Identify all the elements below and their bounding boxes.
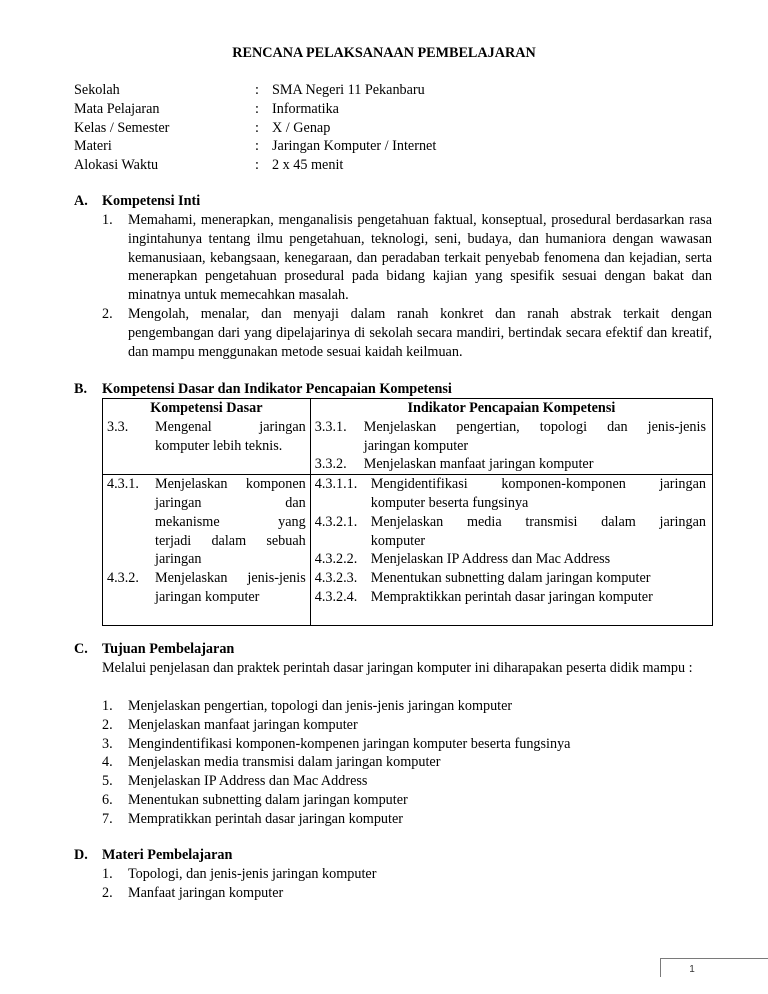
item-text [371,513,706,551]
section-title: Kompetensi Dasar dan Indikator Pencapaian Kompetensi [102,381,452,397]
item-text-line: Menjelaskan media transmisi dalam jaringan [370,513,706,530]
item-number: 1. [102,212,113,228]
item-number: 7. [102,810,113,827]
indicator-item [315,569,706,588]
item-text: Mengindentifikasi komponen-kompenen jaringan komputer beserta fungsinya [128,735,571,752]
list-item [102,211,712,305]
indicator-item [315,550,706,569]
list-item [102,753,712,772]
list-item [102,884,712,903]
info-row-school [74,81,436,100]
section-title: Materi Pembelajaran [102,847,233,863]
item-text [371,475,706,513]
item-number: 1. [102,866,113,882]
item-number: 4.3.2.3. [314,570,358,587]
item-number: 4.3.1.1. [314,476,358,493]
page-number: 1 [689,964,695,975]
item-text: Manfaat jaringan komputer [128,884,284,901]
list-item [102,735,712,754]
table-header-row [103,399,713,418]
info-colon: : [255,82,259,98]
item-number: 4.3.2.1. [314,513,358,530]
info-colon: : [255,119,259,136]
table-header-indicator: Indikator Pencapaian Kompetensi [310,399,712,418]
item-text-line: terjadi dalam sebuah [155,532,306,549]
item-text-line: komputer [370,532,426,549]
table-cell-indicator [310,475,712,626]
item-text: Topologi, dan jenis-jenis jaringan komputer [128,866,377,882]
item-number: 6. [102,791,113,808]
item-text-line: jaringan dan [155,494,306,511]
item-number: 2. [102,305,113,322]
item-text [155,475,306,569]
item-text: Menjelaskan IP Address dan Mac Address [128,773,368,790]
learning-goals-list [102,697,712,829]
info-colon: : [255,157,259,174]
item-number: 2. [102,716,113,733]
section-letter: D. [74,847,88,863]
item-text-line: komputer lebih teknis. [155,437,283,454]
section-letter: B. [74,381,88,397]
item-text [364,455,706,474]
competency-item [107,475,306,569]
item-text: Mempratikkan perintah dasar jaringan komputer [128,810,403,827]
info-colon: : [255,138,259,155]
info-label: Alokasi Waktu [74,157,159,174]
item-text: Menentukan subnetting dalam jaringan komputer [128,791,408,808]
table-cell-indicator [310,418,712,475]
item-text [371,569,706,588]
table-cell-basic-competency [103,418,311,475]
indicator-item [315,588,706,607]
item-number: 1. [102,698,113,714]
item-number: 4.3.2. [107,570,139,587]
info-row-material [74,137,436,156]
list-item [102,305,712,361]
item-text [364,418,706,456]
section-title: Kompetensi Inti [102,193,201,209]
indicator-item [315,513,706,551]
core-competency-list [102,211,712,361]
section-letter: A. [74,193,88,209]
item-text-line: komputer beserta fungsinya [370,494,529,511]
info-colon: : [255,100,259,117]
item-text: Menjelaskan media transmisi dalam jaringan komputer [128,754,441,771]
item-text-line: Mengidentifikasi komponen-komponen jaringan [370,476,706,493]
indicator-item [315,455,706,474]
item-text [371,588,706,607]
item-number: 2. [102,884,113,901]
indicator-item [315,418,706,456]
item-text: Mengolah, menalar, dan menyaji dalam ranah konkret dan ranah abstrak terkait dengan pengembangan dari yang dipelajarinya di sekolah secara mandiri, bertindak secara efektif dan kreatif, dan mampu menggunakan metode sesuai kaidah keilmuan. [128,305,712,360]
item-text-line: Menjelaskan manfaat jaringan komputer [363,456,594,473]
section-a-heading [74,192,200,211]
table-cell-basic-competency [103,475,311,626]
info-value: 2 x 45 menit [272,157,344,174]
item-text: Memahami, menerapkan, menganalisis pengetahuan faktual, konseptual, prosedural berdasarkan rasa ingintahunya tentang ilmu pengetahuan, teknologi, seni, budaya, dan humaniora dengan wawasan kemanusiaan, kebangsaan, kenegaraan, dan peradaban terkait penyebab fenomena dan kejadian, serta menerapkan pengetahuan prosedural pada bidang kajian yang spesifik sesuai dengan bakat dan minatnya untuk memecahkan masalah. [128,212,712,304]
item-text-line: mekanisme yang [155,513,306,530]
table-header-basic-competency: Kompetensi Dasar [103,399,311,418]
document-title: RENCANA PELAKSANAAN PEMBELAJARAN [232,45,536,61]
item-text-line: Menjelaskan IP Address dan Mac Address [370,551,611,568]
section-title: Tujuan Pembelajaran [102,641,235,657]
info-row-subject [74,100,436,119]
document-info [74,81,436,175]
info-label: Sekolah [74,82,120,98]
info-label: Kelas / Semester [74,119,170,136]
learning-material-list [102,865,712,903]
item-number: 3.3. [107,418,129,435]
section-b-heading [74,380,452,399]
section-d-heading [74,846,232,865]
info-label: Materi [74,138,112,155]
list-item [102,810,712,829]
table-row [103,418,713,475]
info-value: Jaringan Komputer / Internet [272,138,437,155]
info-value: Informatika [272,100,339,117]
section-c-heading [74,640,234,659]
list-item [102,865,712,884]
item-text [155,418,306,456]
info-label: Mata Pelajaran [74,100,160,117]
info-value: SMA Negeri 11 Pekanbaru [272,82,425,98]
item-number: 4.3.2.4. [314,588,358,605]
table-row [103,475,713,626]
item-text [371,550,706,569]
list-item [102,697,712,716]
item-number: 3.3.2. [314,456,347,473]
info-row-class [74,119,436,138]
item-text: Menjelaskan manfaat jaringan komputer [128,716,358,733]
item-text-line: Menjelaskan komponen [155,476,306,493]
list-item [102,791,712,810]
competency-item [107,418,306,456]
footer-divider [724,958,768,959]
item-text: Menjelaskan pengertian, topologi dan jenis-jenis jaringan komputer [128,698,513,714]
item-number: 3. [102,735,113,752]
item-text-line: jaringan [155,551,202,568]
list-item [102,772,712,791]
list-item [102,716,712,735]
item-number: 4.3.2.2. [314,551,358,568]
item-text-line: Mempraktikkan perintah dasar jaringan komputer [370,588,653,605]
item-number: 5. [102,773,113,790]
item-text [155,569,306,607]
item-text-line: jaringan komputer [363,437,469,454]
info-value: X / Genap [272,119,331,136]
competency-item [107,569,306,607]
item-text-line: Menentukan subnetting dalam jaringan komputer [370,570,651,587]
item-text-line: jaringan komputer [155,588,260,605]
competency-table [102,398,713,626]
item-text-line: Mengenal jaringan [155,418,306,435]
item-number: 4. [102,754,113,771]
item-number: 4.3.1. [107,476,139,493]
item-text-line: Menjelaskan pengertian, topologi dan jenis-jenis [363,418,706,435]
item-number: 3.3.1. [314,418,347,435]
item-text-line: Menjelaskan jenis-jenis [155,570,306,587]
indicator-item [315,475,706,513]
info-row-time [74,156,436,175]
learning-goals-intro: Melalui penjelasan dan praktek perintah dasar jaringan komputer ini diharapakan peserta didik mampu : [102,660,693,676]
section-letter: C. [74,641,88,657]
